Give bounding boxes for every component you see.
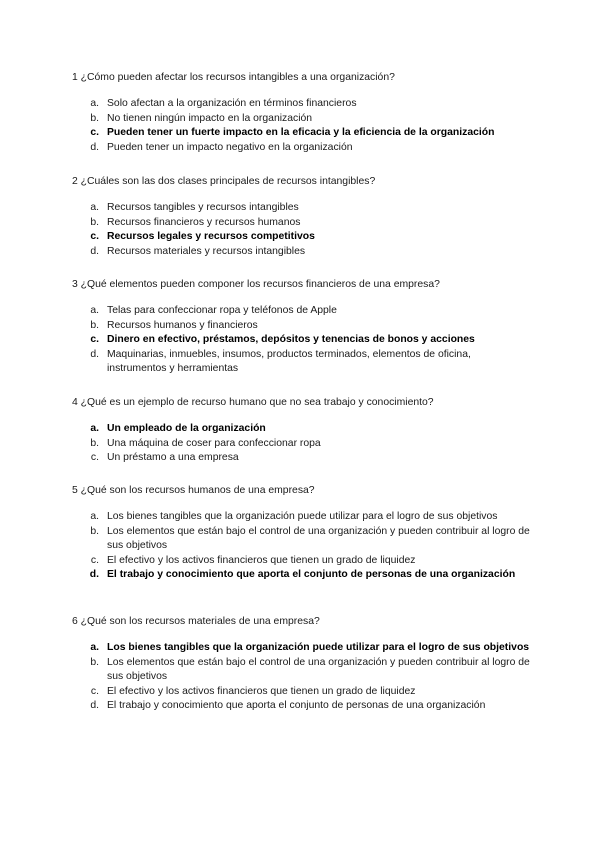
question-4 (72, 396, 532, 466)
option-item-correct (72, 568, 532, 583)
option-text: Un empleado de la organización (107, 423, 266, 434)
option-text: El trabajo y conocimiento que aporta el conjunto de personas de una organización (107, 569, 516, 580)
option-text: Dinero en efectivo, préstamos, depósitos y tenencias de bonos y acciones (107, 334, 475, 345)
option-text: El trabajo y conocimiento que aporta el conjunto de personas de una organización (107, 700, 486, 711)
option-item (72, 699, 532, 714)
option-item (72, 451, 532, 466)
option-text: Los bienes tangibles que la organización puede utilizar para el logro de sus objetivos (107, 511, 498, 522)
option-item (72, 201, 532, 216)
option-text: Los bienes tangibles que la organización puede utilizar para el logro de sus objetivos (107, 642, 530, 653)
option-letter: a. (90, 98, 99, 109)
question-text: 6 ¿Qué son los recursos materiales de una empresa? (72, 616, 320, 627)
option-item (72, 525, 532, 554)
option-item-correct (72, 641, 532, 656)
option-letter: d. (89, 569, 99, 580)
option-letter: b. (90, 656, 99, 668)
option-text: No tienen ningún impacto en la organización (107, 112, 313, 124)
option-item (72, 510, 532, 525)
question-text: 4 ¿Qué es un ejemplo de recurso humano que no sea trabajo y conocimiento? (72, 397, 434, 408)
option-item (72, 141, 532, 156)
option-letter: c. (90, 554, 99, 566)
option-letter: a. (90, 202, 99, 213)
option-letter: c. (90, 231, 99, 242)
option-letter: b. (90, 525, 99, 537)
option-list (72, 510, 532, 583)
option-item (72, 348, 532, 377)
option-text: Pueden tener un fuerte impacto en la eficacia y la eficiencia de la organización (107, 127, 495, 138)
option-item (72, 437, 532, 452)
option-item (72, 216, 532, 231)
option-text: Recursos materiales y recursos intangibles (107, 245, 306, 257)
option-text: Telas para confeccionar ropa y teléfonos de Apple (107, 305, 337, 316)
option-list (72, 641, 532, 714)
question-1 (72, 71, 532, 155)
option-letter: a. (90, 511, 99, 522)
option-item (72, 112, 532, 127)
option-list (72, 201, 532, 259)
option-item-correct (72, 422, 532, 437)
option-item (72, 685, 532, 700)
option-letter: d. (90, 141, 99, 153)
option-list (72, 422, 532, 466)
question-6 (72, 615, 532, 714)
option-letter: a. (90, 423, 99, 434)
option-text: Los elementos que están bajo el control de una organización y pueden contribuir al logro de sus objetivos (107, 656, 530, 682)
question-text: 5 ¿Qué son los recursos humanos de una empresa? (72, 485, 315, 496)
question-2 (72, 175, 532, 259)
option-list (72, 97, 532, 155)
option-text: Recursos financieros y recursos humanos (107, 216, 301, 228)
option-item (72, 304, 532, 319)
option-letter: c. (90, 334, 99, 345)
option-text: Un préstamo a una empresa (107, 452, 239, 463)
option-text: El efectivo y los activos financieros que tienen un grado de liquidez (107, 554, 416, 566)
option-letter: d. (90, 700, 99, 711)
option-text: Pueden tener un impacto negativo en la organización (107, 141, 353, 153)
question-text: 3 ¿Qué elementos pueden componer los recursos financieros de una empresa? (72, 279, 440, 290)
option-letter: c. (90, 452, 99, 463)
option-text: Solo afectan a la organización en términos financieros (107, 98, 357, 109)
option-letter: d. (90, 348, 99, 360)
option-text: Los elementos que están bajo el control de una organización y pueden contribuir al logro de sus objetivos (107, 525, 530, 551)
option-letter: b. (90, 216, 99, 228)
option-letter: b. (90, 112, 99, 124)
question-5 (72, 484, 532, 583)
option-text: Recursos legales y recursos competitivos (107, 231, 315, 242)
option-text: Una máquina de coser para confeccionar ropa (107, 437, 321, 449)
option-letter: a. (90, 642, 99, 653)
option-item-correct (72, 230, 532, 245)
option-letter: b. (90, 319, 99, 331)
option-letter: a. (90, 305, 99, 316)
option-text: El efectivo y los activos financieros que tienen un grado de liquidez (107, 685, 416, 697)
option-text: Maquinarias, inmuebles, insumos, productos terminados, elementos de oficina, instrumentos y herramientas (107, 348, 471, 374)
option-item (72, 319, 532, 334)
option-letter: d. (90, 245, 99, 257)
question-text: 1 ¿Cómo pueden afectar los recursos intangibles a una organización? (72, 72, 395, 83)
question-3 (72, 278, 532, 377)
question-text: 2 ¿Cuáles son las dos clases principales de recursos intangibles? (72, 176, 376, 187)
option-text: Recursos humanos y financieros (107, 319, 258, 331)
option-item (72, 656, 532, 685)
option-item (72, 245, 532, 260)
option-letter: c. (90, 127, 99, 138)
option-text: Recursos tangibles y recursos intangibles (107, 202, 299, 213)
option-item (72, 554, 532, 569)
option-list (72, 304, 532, 377)
option-letter: b. (90, 437, 99, 449)
option-item (72, 97, 532, 112)
option-item-correct (72, 126, 532, 141)
option-letter: c. (90, 685, 99, 697)
option-item-correct (72, 333, 532, 348)
